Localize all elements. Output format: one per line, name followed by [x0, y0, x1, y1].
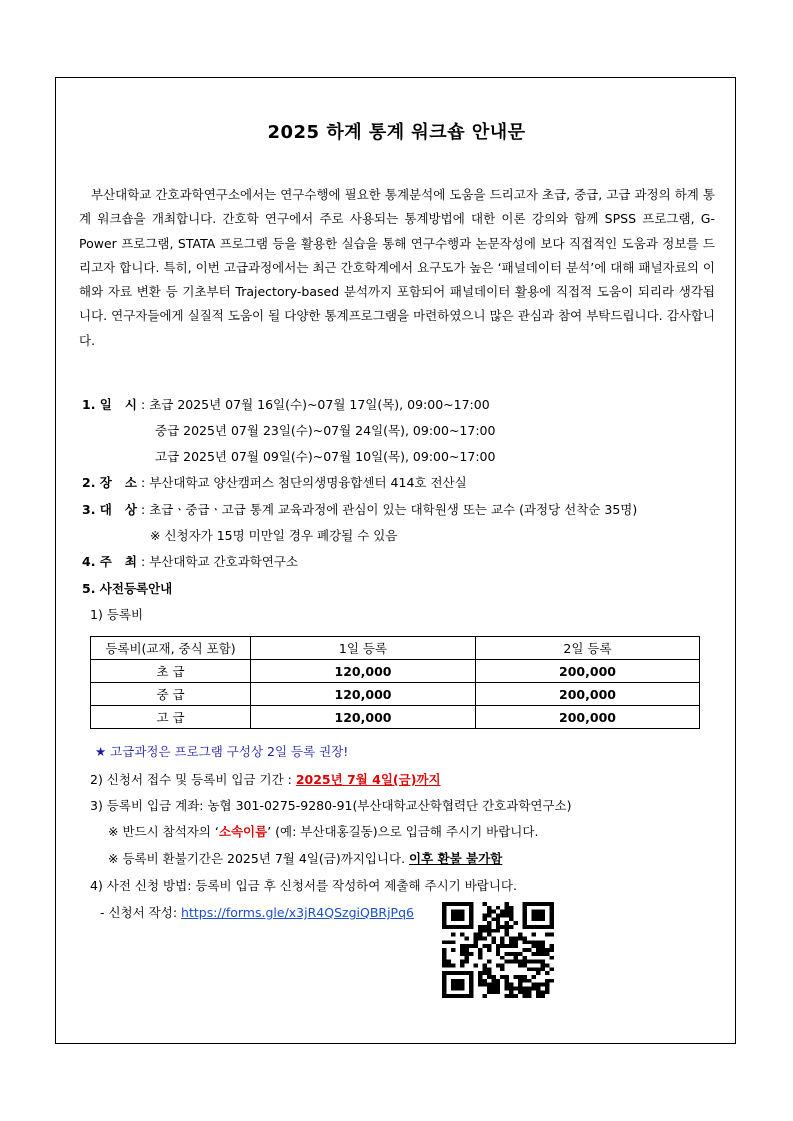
section-host [82, 552, 298, 570]
section-host-label: 4. 주 최 [82, 554, 138, 569]
section-place-sep: : [141, 475, 146, 490]
qr-code-icon [442, 902, 554, 998]
table-row [91, 683, 700, 706]
application-period-label: 2) 신청서 접수 및 등록비 입금 기간 : [90, 772, 296, 787]
fee-2day: 200,000 [476, 683, 700, 706]
fee-1day: 120,000 [251, 683, 476, 706]
fee-1day: 120,000 [251, 660, 476, 683]
target-note: ※ 신청자가 15명 미만일 경우 폐강될 수 있음 [150, 528, 398, 543]
fee-subheading: 1) 등록비 [90, 607, 144, 622]
section-host-sep: : [141, 554, 146, 569]
application-deadline: 2025년 7월 4일(금)까지 [295, 772, 441, 787]
application-form-link[interactable]: https://forms.gle/x3jR4QSzgiQBRjPq6 [181, 905, 414, 920]
application-form-label: - 신청서 작성: [100, 905, 182, 920]
section-place-label: 2. 장 소 [82, 475, 138, 490]
section-target-sep: : [141, 502, 146, 517]
table-row [91, 660, 700, 683]
section-target [82, 500, 637, 518]
fee-header-2day: 2일 등록 [476, 637, 700, 660]
fee-header-course: 등록비(교재, 중식 포함) [91, 637, 251, 660]
fee-2day: 200,000 [476, 660, 700, 683]
fee-2day: 200,000 [476, 706, 700, 729]
fee-course: 고 급 [91, 706, 251, 729]
deposit-note-suffix: ’ (예: 부산대홍길동)으로 입금해 주시기 바랍니다. [267, 824, 539, 839]
fee-course: 중 급 [91, 683, 251, 706]
bank-account: 3) 등록비 입금 계좌: 농협 301-0275-9280-91(부산대학교산학협력단 간호과학연구소) [90, 798, 572, 813]
fee-table-header [91, 637, 700, 660]
deposit-note-highlight: 소속이름 [218, 824, 268, 839]
application-period [90, 770, 441, 788]
host-text: 부산대학교 간호과학연구소 [149, 554, 299, 569]
schedule-intermediate: 중급 2025년 07월 23일(수)~07월 24일(목), 09:00~17:00 [155, 423, 496, 438]
deposit-note-prefix: ※ 반드시 참석자의 ‘ [108, 824, 219, 839]
table-row [91, 706, 700, 729]
refund-note-bold: 이후 환불 불가함 [409, 851, 503, 866]
fee-header-1day: 1일 등록 [251, 637, 476, 660]
deposit-name-note [108, 822, 538, 840]
application-method: 4) 사전 신청 방법: 등록비 입금 후 신청서를 작성하여 제출해 주시기 바랍니다. [90, 878, 517, 893]
fee-1day: 120,000 [251, 706, 476, 729]
refund-note [108, 849, 502, 867]
target-text: 초급ㆍ중급ㆍ고급 통계 교육과정에 관심이 있는 대학원생 또는 교수 (과정당 선착순 35명) [149, 502, 638, 517]
page-title: 2025 하계 통계 워크숍 안내문 [267, 122, 526, 143]
section-date-label: 1. 일 시 [82, 397, 138, 412]
intro-paragraph: 부산대학교 간호과학연구소에서는 연구수행에 필요한 통계분석에 도움을 드리고자 초급, 중급, 고급 과정의 하계 통계 워크숍을 개최합니다. 간호학 연구에서 주로 사용되는 통계방법에 대한 이론 강의와 함께 SPSS 프로그램, G-Power 프로그램, STATA 프로그램 등을 활용한 실습을 통해 연구수행과 논문작성에 보다 직접적인 도움과 정보를 드리고자 합니다. 특히, 이번 고급과정에서는 최근 간호학계에서 요구도가 높은 ‘패널데이터 분석’에 대해 패널자료의 이해와 자료 변환 등 기초부터 Trajectory-based 분석까지 포함되어 패널데이터 활용에 직접적 도움이 되리라 생각됩니다. 연구자들에게 실질적 도움이 될 다양한 통계프로그램을 마련하였으니 많은 관심과 참여 부탁드립니다. 감사합니다. [79, 187, 715, 348]
schedule-basic: 초급 2025년 07월 16일(수)~07월 17일(목), 09:00~17:00 [149, 397, 490, 412]
section-date [82, 395, 490, 413]
schedule-advanced: 고급 2025년 07월 09일(수)~07월 10일(목), 09:00~17:00 [155, 449, 496, 464]
advanced-recommendation-note: ★ 고급과정은 프로그램 구성상 2일 등록 권장! [95, 744, 349, 759]
application-form-line [100, 903, 414, 921]
fee-table [90, 636, 700, 729]
fee-course: 초 급 [91, 660, 251, 683]
section-date-sep: : [141, 397, 146, 412]
section-registration-label: 5. 사전등록안내 [82, 581, 173, 596]
place-text: 부산대학교 양산캠퍼스 첨단의생명융합센터 414호 전산실 [149, 475, 467, 490]
section-place [82, 473, 467, 491]
section-target-label: 3. 대 상 [82, 502, 138, 517]
refund-note-prefix: ※ 등록비 환불기간은 2025년 7월 4일(금)까지입니다. [108, 851, 410, 866]
